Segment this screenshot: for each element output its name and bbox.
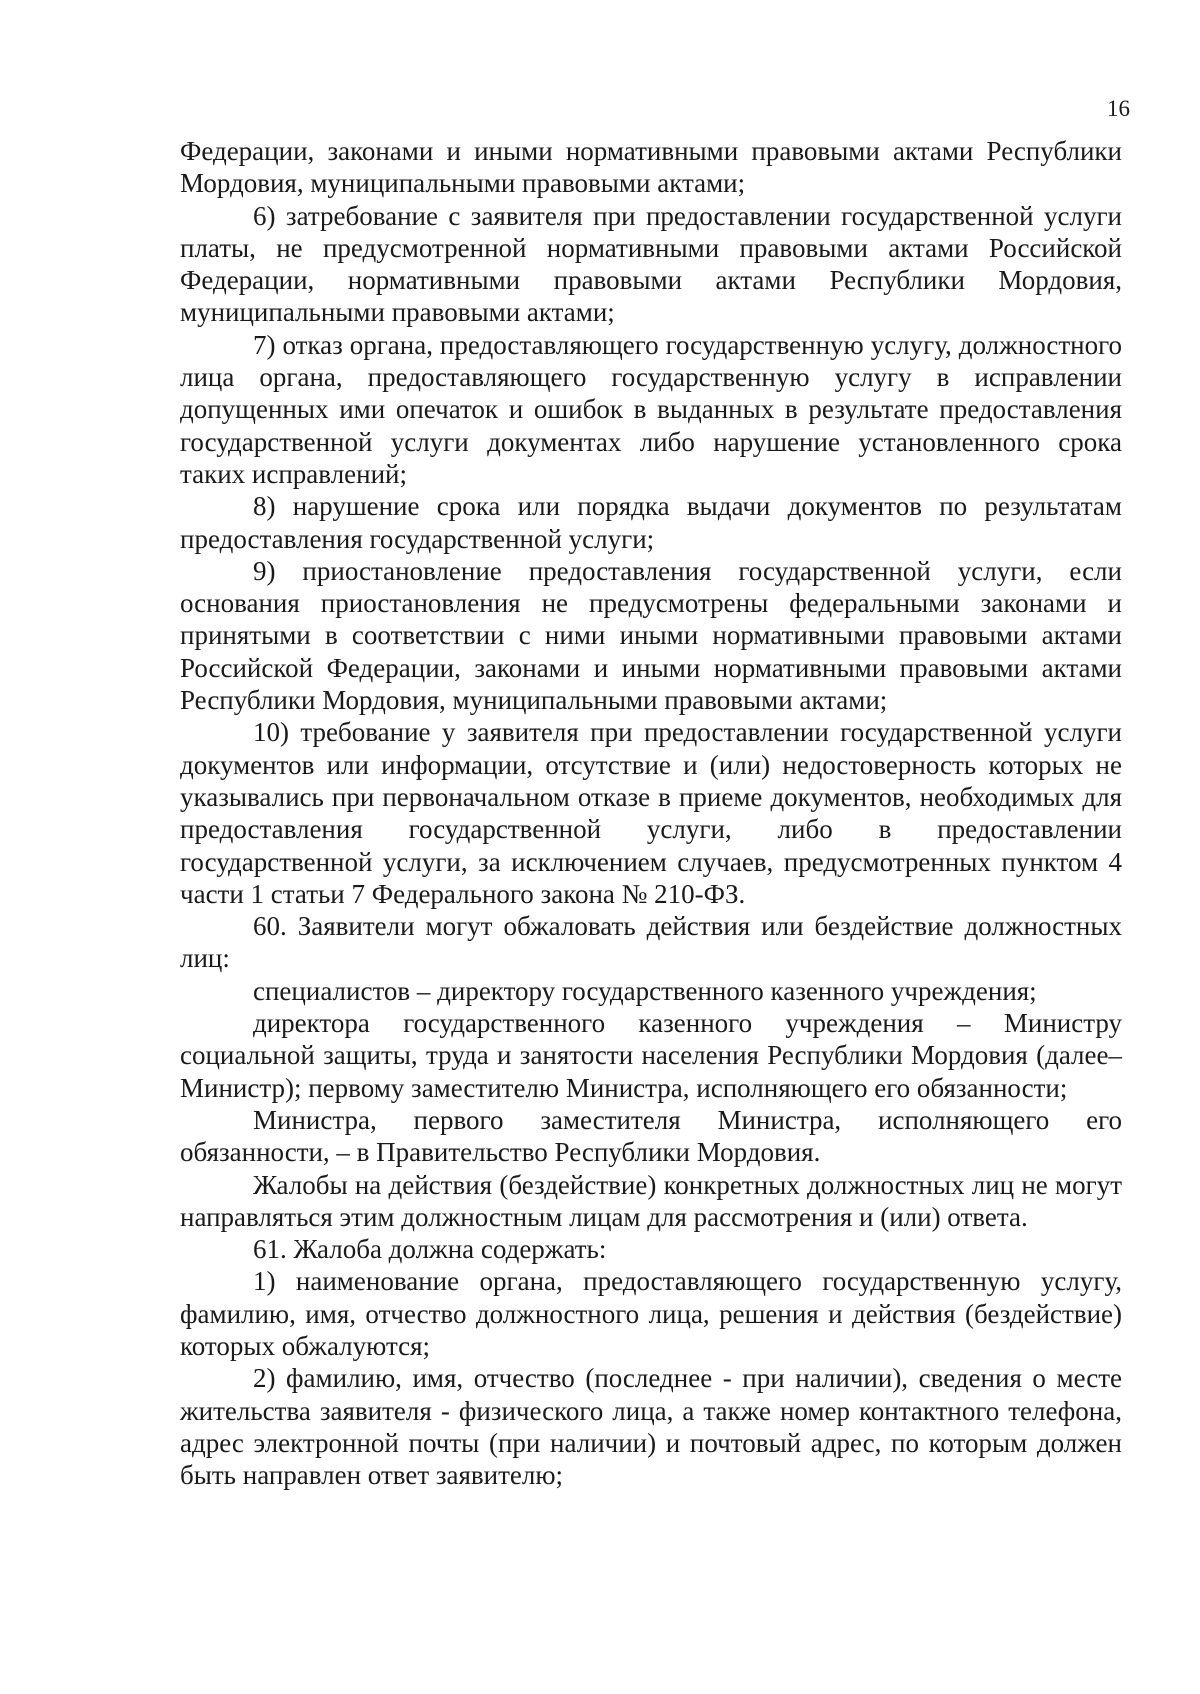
document-body <box>180 135 1122 1491</box>
paragraph-complaint-item-1: 1) наименование органа, предоставляющего государственную услугу, фамилию, имя, отчество должностного лица, решения и действия (бездействие) которых обжалуются; <box>180 1266 1122 1361</box>
paragraph-item-6: 6) затребование с заявителя при предоставлении государственной услуги платы, не предусмотренной нормативными правовыми актами Российской Федерации, нормативными правовыми актами Республики Мордовия, муниципальными правовыми актами; <box>180 200 1122 328</box>
paragraph-item-7: 7) отказ органа, предоставляющего государственную услугу, должностного лица органа, предоставляющего государственную услугу в исправлении допущенных ими опечаток и ошибок в выданных в результате предоставления государственной услуги документах либо нарушение установленного срока таких исправлений; <box>180 329 1122 489</box>
paragraph-complaints: Жалобы на действия (бездействие) конкретных должностных лиц не могут направляться этим должностным лицам для рассмотрения и (или) ответа. <box>180 1169 1122 1232</box>
paragraph-complaint-item-2: 2) фамилию, имя, отчество (последнее - при наличии), сведения о месте жительства заявителя - физического лица, а также номер контактного телефона, адрес электронной почты (при наличии) и почтовый адрес, по которым должен быть направлен ответ заявителю; <box>180 1363 1122 1491</box>
paragraph-specialists: специалистов – директору государственного казенного учреждения; <box>253 975 1037 1006</box>
paragraph-minister: Министра, первого заместителя Министра, исполняющего его обязанности, – в Правительство Республики Мордовия. <box>180 1104 1122 1168</box>
paragraph-item-9: 9) приостановление предоставления государственной услуги, если основания приостановления не предусмотрены федеральными законами и принятыми в соответствии с ними иными нормативными правовыми актами Российской Федерации, законами и иными нормативными правовыми актами Республики Мордовия, муниципальными правовыми актами; <box>180 555 1122 716</box>
paragraph-director: директора государственного казенного учреждения – Министру социальной защиты, труда и занятости населения Республики Мордовия (далее–Министр); первому заместителю Министра, исполняющего его обязанности; <box>180 1008 1122 1103</box>
paragraph-item-10: 10) требование у заявителя при предоставлении государственной услуги документов или информации, отсутствие и (или) недостоверность которых не указывались при первоначальном отказе в приеме документов, необходимых для предоставления государственной услуги, либо в предоставлении государственной услуги, за исключением случаев, предусмотренных пунктом 4 части 1 статьи 7 Федерального закона № 210-ФЗ. <box>180 717 1122 909</box>
paragraph-section-61: 61. Жалоба должна содержать: <box>253 1234 607 1265</box>
paragraph-continuation: Федерации, законами и иными нормативными правовыми актами Республики Мордовия, муниципальными правовыми актами; <box>180 136 1122 199</box>
paragraph-item-8: 8) нарушение срока или порядка выдачи документов по результатам предоставления государственной услуги; <box>180 491 1122 554</box>
paragraph-section-60: 60. Заявители могут обжаловать действия или бездействие должностных лиц: <box>180 911 1122 974</box>
page-number: 16 <box>1107 96 1130 121</box>
